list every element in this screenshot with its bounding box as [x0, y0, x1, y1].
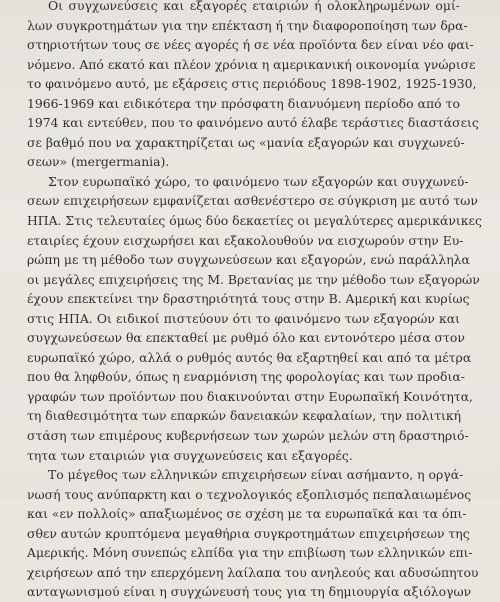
text-line: το φαινόμενο αυτό, με εξάρσεις στις περιόδους 1898-1902, 1925-1930,: [27, 76, 477, 92]
text-line: τητα των εταιριών για συγχωνεύσεις και εξαγορές.: [27, 447, 353, 463]
text-line: λων συγκροτημάτων για την επέκταση ή την διαφοροποίηση των δρα-: [27, 17, 468, 33]
text-line: οι μεγάλες επιχειρήσεις της Μ. Βρετανίας με την μέθοδο των εξαγορών: [27, 271, 480, 287]
text-line: ΗΠΑ. Στις τελευταίες όμως δύο δεκαετίες οι μεγαλύτερες αμερικάνικες: [27, 213, 482, 229]
text-line: ανταγωνισμού είναι η συγχώνευσή τους για τη δημιουργία αξιόλογων: [27, 584, 472, 600]
text-line: 1966-1969 και ειδικότερα την πρόσφατη διανυόμενη περίοδο από το: [27, 95, 460, 111]
text-line: σε βαθμό που να χαρακτηρίζεται ως «μανία εξαγορών και συγχωνεύ-: [27, 134, 465, 150]
text-line: 1974 και εντεύθεν, που το φαινόμενο αυτό έλαβε τεράστιες διαστάσεις: [27, 115, 479, 131]
paragraph: [27, 172, 482, 465]
text-line: σθεν αυτών κρυπτόμενα μεγαθήρια συγκροτημάτων επιχειρήσεων της: [27, 525, 470, 541]
text-line: σεων» (mergermania).: [27, 154, 170, 170]
text-line: και «εν πολλοίς» απαξιωμένος σε σχέση με τα ευρωπαϊκά και τα όπι-: [27, 506, 467, 522]
text-line: εταιρίες έχουν εισχωρήσει και εξακολουθούν να εισχωρούν στην Ευ-: [27, 232, 464, 248]
text-line: Στον ευρωπαϊκό χώρο, το φαινόμενο των εξαγορών και συγχωνεύ-: [48, 173, 469, 189]
text-line: Οι συγχωνεύσεις και εξαγορές εταιριών ή ολοκληρωμένων ομί-: [48, 0, 460, 13]
text-line: Αμερικής. Μόνη συνεπώς ελπίδα για την επιβίωση των ελληνικών επι-: [27, 545, 473, 561]
text-line: νόμενο. Από εκατό και πλέον χρόνια η αμερικανική οικονομία γνώρισε: [27, 56, 476, 72]
text-line: σεων επιχειρήσεων εμφανίζεται ασθενέστερο σε σύγκριση με αυτό των: [27, 193, 478, 209]
text-line: ευρωπαϊκό χώρο, αλλά ο ρυθμός αυτός θα εξαρτηθεί και από τα μέτρα: [27, 349, 472, 365]
text-line: στηριοτήτων τους σε νέες αγορές ή σε νέα προϊόντα δεν είναι νέο φαι-: [27, 37, 474, 53]
text-line: νωσή τους ανύπαρκτη και ο τεχνολογικός εξοπλισμός πεπαλαιωμένος: [27, 486, 472, 502]
body-text: [27, 0, 482, 602]
text-line: που θα ληφθούν, όπως η εναρμόνιση της φορολογίας και των προδια-: [27, 369, 465, 385]
text-line: τη διαθεσιμότητα των επαρκών δανειακών κεφαλαίων, την πολιτική: [27, 408, 462, 424]
text-line: χειρήσεων από την επερχόμενη λαίλαπα του ανηλεούς και αδυσώπητου: [27, 564, 479, 580]
paragraph: [27, 465, 479, 602]
text-line: συγχωνεύσεων θα επεκταθεί με ρυθμό όλο και εντονότερο μέσα στον: [27, 330, 465, 346]
text-line: Το μέγεθος των ελληνικών επιχειρήσεων είναι ασήμαντο, η οργά-: [48, 467, 464, 483]
text-line: γραφών των προϊόντων που διακινούνται στην Ευρωπαϊκή Κοινότητα,: [27, 388, 473, 404]
text-line: ρώπη με τη μέθοδο των συγχωνεύσεων και εξαγορών, ενώ παράλληλα: [27, 252, 470, 268]
text-line: στάση των επιμέρους κυβερνήσεων των χωρών μελών στη δραστηριό-: [27, 428, 469, 444]
text-line: στις ΗΠΑ. Οι ειδικοί πιστεύουν ότι το φαινόμενο των εξαγορών και: [27, 310, 460, 326]
paragraph: [27, 0, 479, 172]
text-line: έχουν επεκτείνει την δραστηριότητά τους στην Β. Αμερική και κυρίως: [27, 291, 470, 307]
